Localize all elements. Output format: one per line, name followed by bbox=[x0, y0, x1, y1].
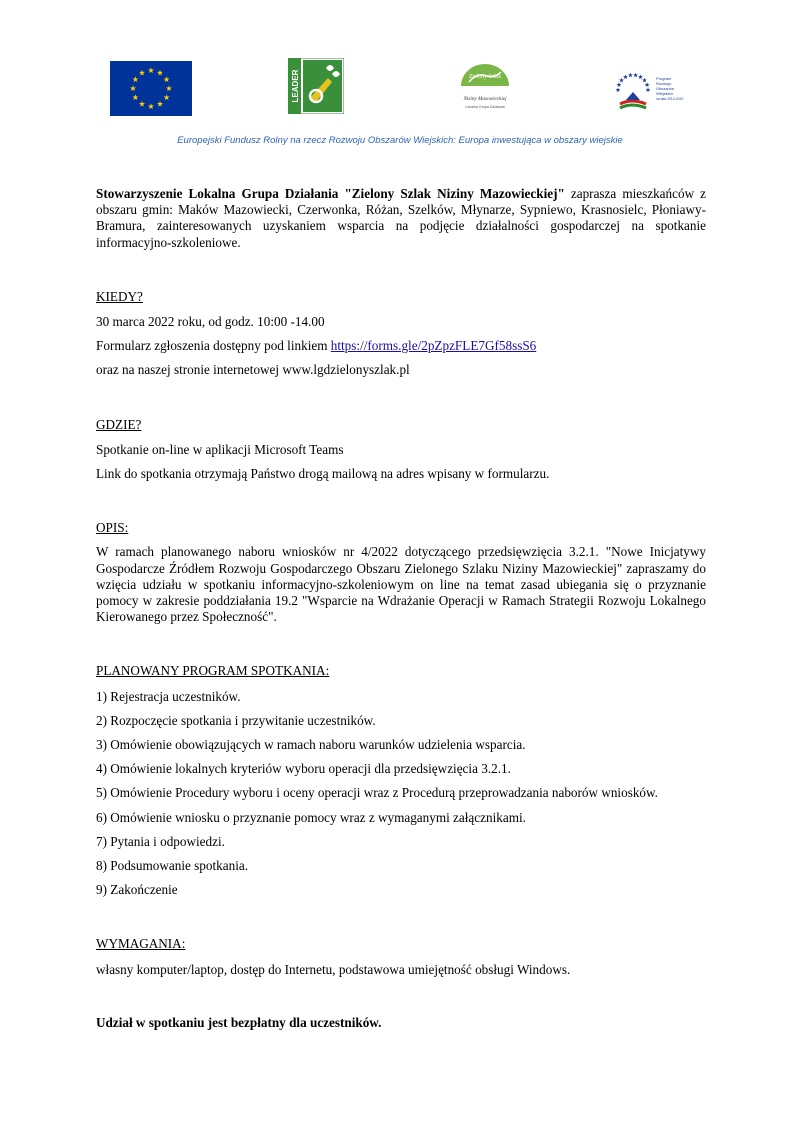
heading-opis: OPIS: bbox=[96, 520, 129, 536]
program-item: 3) Omówienie obowiązujących w ramach naboru warunków udzielenia wsparcia. bbox=[96, 737, 526, 753]
prow-star-icon bbox=[619, 78, 624, 83]
program-item: 6) Omówienie wniosku o przyznanie pomocy wraz z wymaganymi załącznikami. bbox=[96, 809, 526, 825]
program-item: 4) Omówienie lokalnych kryteriów wyboru operacji dla przedsięwzięcia 3.2.1. bbox=[96, 761, 511, 777]
form-line bbox=[96, 338, 706, 354]
leader-logo bbox=[288, 58, 344, 114]
intro-organization: Stowarzyszenie Lokalna Grupa Działania "Zielony Szlak Niziny Mazowieckiej" bbox=[96, 186, 565, 201]
program-item: 7) Pytania i odpowiedzi. bbox=[96, 833, 225, 849]
leader-logo-text: LEADER bbox=[291, 69, 300, 103]
prow-star-icon bbox=[623, 74, 628, 79]
heading-kiedy: KIEDY? bbox=[96, 288, 143, 304]
lgd-logo-line2: Niziny Mazowieckiej bbox=[463, 96, 507, 102]
prow-star-icon bbox=[646, 87, 651, 92]
eu-flag-logo bbox=[110, 61, 192, 116]
lgd-zielony-szlak-logo bbox=[455, 58, 515, 118]
prow-star-icon bbox=[616, 87, 621, 92]
website-line: oraz na naszej stronie internetowej www.lgdzielonyszlak.pl bbox=[96, 362, 410, 378]
heading-program: PLANOWANY PROGRAM SPOTKANIA: bbox=[96, 663, 330, 679]
prow-star-icon bbox=[633, 73, 638, 78]
program-item: 5) Omówienie Procedury wyboru i oceny operacji wraz z Procedurą przeprowadzania naborów wniosków. bbox=[96, 785, 658, 801]
form-prefix: Formularz zgłoszenia dostępny pod linkiem bbox=[96, 338, 331, 354]
requirements-text: własny komputer/laptop, dostęp do Internetu, podstawowa umiejętność obsługi Windows. bbox=[96, 961, 571, 977]
meeting-date: 30 marca 2022 roku, od godz. 10:00 -14.00 bbox=[96, 314, 325, 330]
prow-logo bbox=[610, 64, 690, 114]
document-body bbox=[96, 186, 706, 1031]
prow-star-icon bbox=[642, 78, 647, 83]
intro-paragraph bbox=[96, 186, 706, 251]
program-item: 2) Rozpoczęcie spotkania i przywitanie uczestników. bbox=[96, 712, 376, 728]
prow-star-icon bbox=[645, 82, 650, 87]
intro-text: zaprasza mieszkańców z obszaru gmin: Maków Mazowiecki, Czerwonka, Różan, Szelków, Młynarze, Sypniewo, Krasnosielc, Płoniawy-Bramura, zainteresowanych uzyskaniem wsparcia na podjęcie działalności gospodarczej na spotkanie informacyjno-szkoleniowe. bbox=[96, 186, 707, 250]
prow-logo-line2: Rozwoju bbox=[656, 81, 672, 86]
prow-logo-line5: na lata 2014-2020 bbox=[656, 97, 684, 101]
lgd-logo-line1: Zielony Szlak bbox=[468, 74, 502, 80]
prow-star-icon bbox=[616, 82, 621, 87]
prow-star-icon bbox=[638, 74, 643, 79]
lgd-logo-line3: Lokalna Grupa Działania bbox=[465, 105, 505, 109]
prow-star-icon bbox=[628, 73, 633, 78]
eafrd-tagline: Europejski Fundusz Rolny na rzecz Rozwoju Obszarów Wiejskich: Europa inwestująca w obszary wiejskie bbox=[177, 135, 623, 146]
form-link[interactable]: https://forms.gle/2pZpzFLE7Gf58ssS6 bbox=[330, 338, 537, 354]
program-item: 9) Zakończenie bbox=[96, 882, 178, 898]
prow-logo-line4: Wiejskich bbox=[656, 91, 673, 96]
description-paragraph: W ramach planowanego naboru wniosków nr 4/2022 dotyczącego przedsięwzięcia 3.2.1. "Nowe Inicjatywy Gospodarcze Źródłem Rozwoju Gospodarczego Obszaru Zielonego Szlaku Niziny Mazowieckiej" zapraszamy do wzięcia udziału w spotkaniu informacyjno-szkoleniowym on line na temat zasad ubiegania się o przyznanie pomocy w zakresie poddziałania 19.2 "Wsparcie na Wdrażanie Operacji w Ramach Strategii Rozwoju Lokalnego Kierowanego przez Społeczność". bbox=[96, 544, 706, 625]
program-item: 8) Podsumowanie spotkania. bbox=[96, 858, 249, 874]
program-item: 1) Rejestracja uczestników. bbox=[96, 688, 241, 704]
prow-logo-line1: Program bbox=[656, 76, 672, 81]
prow-logo-line3: Obszarów bbox=[656, 86, 675, 91]
heading-gdzie: GDZIE? bbox=[96, 416, 142, 432]
heading-wymagania: WYMAGANIA: bbox=[96, 936, 186, 952]
logo-bar bbox=[0, 58, 800, 122]
location-line: Spotkanie on-line w aplikacji Microsoft Teams bbox=[96, 441, 344, 457]
free-participation-note: Udział w spotkaniu jest bezpłatny dla uczestników. bbox=[96, 1014, 382, 1030]
meeting-link-info: Link do spotkania otrzymają Państwo drogą mailową na adres wpisany w formularzu. bbox=[96, 466, 550, 482]
